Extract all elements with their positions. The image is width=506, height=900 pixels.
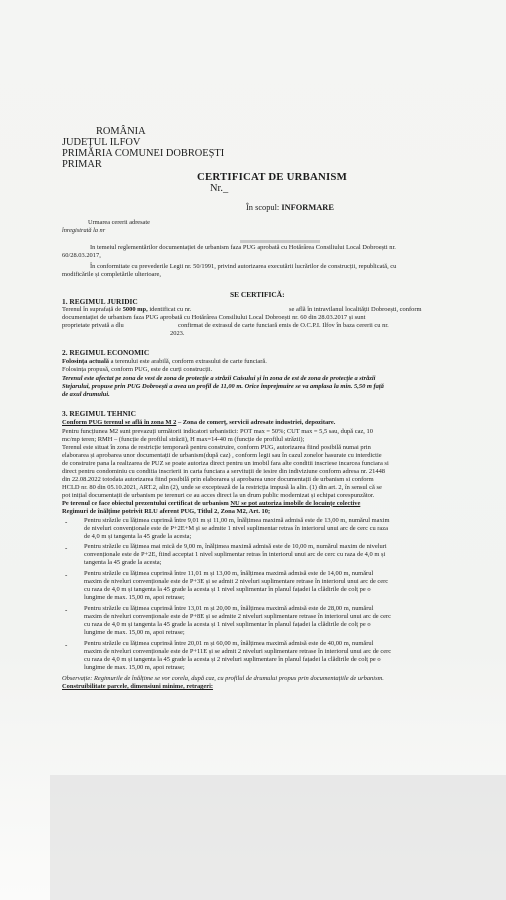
height-rule-line: lungime de max. 15,00 m, apoi retrase; <box>84 664 185 671</box>
header-city-hall: PRIMĂRIA COMUNEI DOBROEȘTI <box>62 148 225 159</box>
redaction-mark <box>240 240 320 243</box>
height-rule-line: maxim de niveluri convenționale este de P+11E și se admit 2 niveluri suplimentare retrase în interiorul unui arc de cerc <box>84 648 392 655</box>
purpose-line: În scopul: INFORMARE <box>246 203 334 212</box>
header-county: JUDEȚUL ILFOV <box>62 137 141 148</box>
housing-restriction: Pe terenul ce face obiectul prezentului certificat de urbanism NU se pot autoriza imobile de locuințe colective <box>62 500 361 507</box>
section2-note-2: Stejarului, propuse prin PUG Dobroești a avea un profil de 11,00 m. Orice împrejmuire se va amplasa la min. 5,50 m față <box>62 383 384 390</box>
purpose-value: INFORMARE <box>281 203 334 212</box>
bullet-dash: - <box>65 641 68 649</box>
section3-line: Pentru funcțiunea M2 sunt prevazuți următorii indicatori urbanistici: POT max = 50%; CUT max = 5,5 sau, după caz, 10 <box>62 428 373 435</box>
heights-heading: Regimuri de înălțime potrivit RLU aferent PUG, Titlul 2, Zona M2, Art. 10; <box>62 508 271 515</box>
section2-note-3: de axul drumului. <box>62 391 110 398</box>
section1-line-4: 2023. <box>170 330 185 337</box>
registered-line: înregistrată la nr <box>62 227 106 234</box>
height-rule-line: Pentru străzile cu lățimea cuprinsă între 11,01 m și 13,00 m, înălțimea maximă admisă este de 14,00 m, numărul <box>84 570 374 577</box>
height-rule-line: cu raza de 4,0 m și tangenta la 45 grade la acesta și 1 nivel suplimentar în planul fațadei la clădirile de colț pe o <box>84 621 371 628</box>
section2-heading: 2. REGIMUL ECONOMIC <box>62 348 150 357</box>
scan-shadow <box>50 775 506 900</box>
law-line-1: În conformitate cu prevederile Legii nr. 50/1991, privind autorizarea executării lucrărilor de construcții, republicată, cu <box>90 263 397 270</box>
section1-line-1-end: se află în intravilanul localității Dobroești, conform <box>289 306 422 313</box>
section2-proposed-use: Folosința propusă, conform PUG, este de curți construcții. <box>62 366 213 373</box>
height-rule-line: Pentru străzile cu lățimea cuprinsă între 13,01 m și 20,00 m, înălțimea maximă admisă este de 28,00 m, numărul <box>84 605 374 612</box>
legal-basis-line-1: In temeiul reglementărilor documentației de urbanism faza PUG aprobată cu Hotărârea Consiliului Local Dobroești nr. <box>90 244 396 251</box>
bullet-dash: - <box>65 518 68 526</box>
certificate-number: Nr._ <box>210 183 229 194</box>
height-rule-line: convenționale este de P+2E, fiind acceptat 1 nivel suplimentar retras în interiorul unui arc de cerc cu raza de 4,0 m și <box>84 551 386 558</box>
section3-line: din 22.08.2022 totodata autorizarea fiind posibilă prin elaborarea și aprobarea unor documentații de urbanism si conform <box>62 476 374 483</box>
section1-line-3b: confirmat de extrasul de carte funciară emis de O.C.P.I. Ilfov în baza cererii cu nr. <box>178 322 389 329</box>
height-rule-line: cu raza de 4,0 m și tangenta la 45 grade la acesta și 2 niveluri suplimentare în planul fațadei la clădirile de colț pe o <box>84 656 381 663</box>
section3-line: HCLD nr. 80 din 05.10.2021, ART.2, alin (2), unde se exceptează de la restricția impusă la alin. (1) din art. 2, în sensul că se <box>62 484 382 491</box>
buildability-heading: Construibilitate parcele, dimensiuni minime, retrageri: <box>62 683 214 690</box>
certificate-title: CERTIFICAT DE URBANISM <box>197 171 347 183</box>
land-area: 5000 mp, <box>122 306 148 313</box>
height-rule-line: maxim de niveluri convenționale este de P+3E și se admit 2 niveluri suplimentare retrase în interiorul unui arc de cerc <box>84 578 389 585</box>
height-rule-line: maxim de niveluri convenționale este de P+8E și se admite 2 niveluri suplimentare retrase în interiorul unui arc de cerc <box>84 613 391 620</box>
height-rule-line: Pentru străzile cu lățimea cuprinsă între 9,01 m și 11,00 m, înălțimea maximă admisă este de 13,00 m, numărul maxim <box>84 517 390 524</box>
height-rule-line: de 4,0 m și tangenta la 45 grade la acesta; <box>84 533 192 540</box>
height-rule-line: Pentru străzile cu lățimea mai mică de 9,00 m, înălțimea maximă admisă este de 10,00 m, numărul maxim de niveluri <box>84 543 387 550</box>
bullet-dash: - <box>65 544 68 552</box>
height-rule-line: lungime de max. 15,00 m, apoi retrase; <box>84 629 185 636</box>
bullet-dash: - <box>65 606 68 614</box>
header-mayor: PRIMAR <box>62 159 102 170</box>
height-rule-line: Pentru străzile cu lățimea cuprinsă între 20,01 m și 60,00 m, înălțimea maximă admisă este de 40,00 m, numărul <box>84 640 374 647</box>
legal-basis-line-2: 60/28.03.2017, <box>62 252 101 259</box>
height-rule-line: lungime de max. 15,00 m, apoi retrase; <box>84 594 185 601</box>
section2-current-use: Folosința actuală a terenului este arabilă, conform extrasului de carte funciară. <box>62 358 267 365</box>
section1-heading: 1. REGIMUL JURIDIC <box>62 297 138 306</box>
law-line-2: modificările și completările ulterioare, <box>62 271 162 278</box>
section1-line-3a: proprietate privată a dlu <box>62 322 124 329</box>
section3-line: direct pentru condominiu cu conditia inscrierii in carta funciara a servituții de iesire din indiviziune conform adresa nr. 21448 <box>62 468 386 475</box>
height-rule-line: tangenta la 45 grade la acesta; <box>84 559 162 566</box>
section3-line: Terenul este situat în zona de restricție temporară pentru construire, conform PUG, autorizarea fiind posibilă numai prin <box>62 444 371 451</box>
section3-line: de construire pana la realizarea de PUZ se poate autoriza direct pentru un imobil fara alte conditii inscriese incarcea funciara si <box>62 460 389 467</box>
header-country: ROMÂNIA <box>96 126 146 137</box>
certifies-heading: SE CERTIFICĂ: <box>230 290 285 299</box>
section3-line: pot inițial documentații de urbanism pe terenuri ce au acces direct la un drum public modernizat și echipat corespunzător. <box>62 492 375 499</box>
bullet-dash: - <box>65 571 68 579</box>
section1-line-2: documentației de urbanism faza PUG aprobată cu Hotărârea Consiliului Local Dobroești nr. 60 din 28.03.2017 și sunt <box>62 314 366 321</box>
height-rule-line: de niveluri convenționale este de P+2E+M și se admite 1 nivel suplimentar retras în interiorul unui arc de cerc cu raza <box>84 525 388 532</box>
request-line: Urmarea cererii adresate <box>88 219 150 226</box>
section3-line: elaborarea și aprobarea unor documentații de urbanism(după caz) , conform legii sau în cazul zonelor hasurate cu interdictie <box>62 452 382 459</box>
height-rule-line: cu raza de 4,0 m și tangenta la 45 grade la acesta și 1 nivel suplimentar în planul fațadei la clădirile de colț pe o <box>84 586 371 593</box>
observation-note: Observație: Regimurile de înălțime se vor corela, după caz, cu profilul de drumului propus prin documentațiile de urbanism. <box>62 675 384 682</box>
section3-zone: Conform PUG terenul se află în zona M 2 – Zona de comerț, servicii adresate industriei, depozitare. <box>62 419 336 426</box>
section2-note-1: Terenul este afectat pe zona de vest de zona de protecție a străzii Caisului și în zona de est de zona de protecție a străzii <box>62 375 376 382</box>
section1-line-1: Terenul în suprafață de 5000 mp, identificat cu nr. <box>62 306 192 313</box>
section3-line: mc/mp teren; RMH – (funcție de profilul străzii), H max=14-40 m (funcție de profilul străzii); <box>62 436 305 443</box>
section3-heading: 3. REGIMUL TEHNIC <box>62 409 136 418</box>
